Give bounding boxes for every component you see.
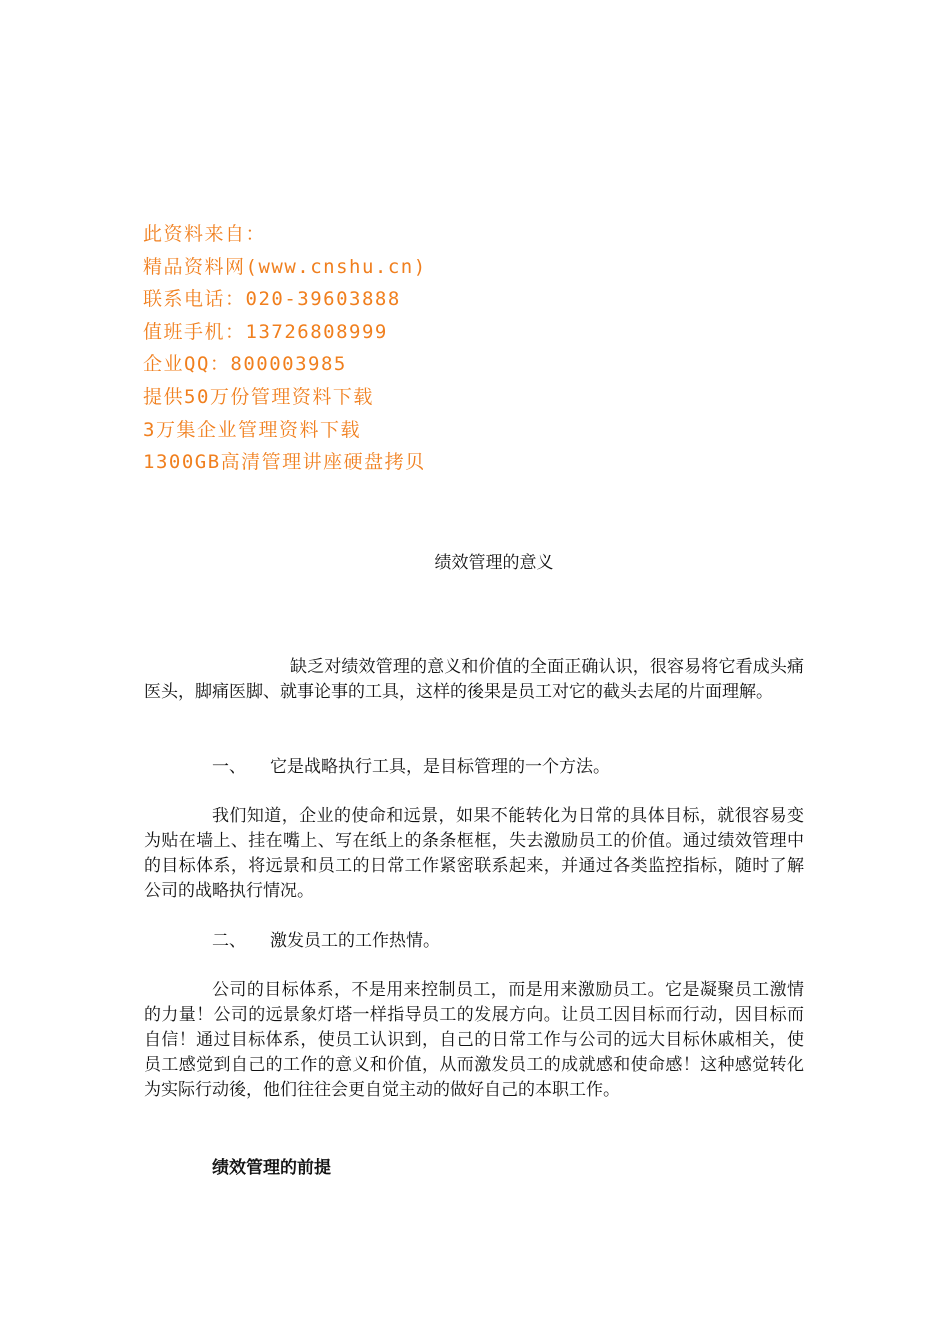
promo-line-qq: 企业QQ：800003985	[143, 353, 347, 376]
section-2-heading	[212, 929, 812, 954]
subheading: 绩效管理的前提	[212, 1158, 331, 1178]
promo-line-phone: 联系电话：020-39603888	[143, 288, 401, 311]
section-1-heading-text: 它是战略执行工具，是目标管理的一个方法。	[270, 757, 610, 777]
section-1-heading	[212, 755, 812, 780]
section-2-heading-text: 激发员工的工作热情。	[270, 931, 440, 951]
promo-line-source: 此资料来自：	[143, 223, 267, 245]
section-1-paragraph: 我们知道，企业的使命和远景，如果不能转化为日常的具体目标，就很容易变为贴在墙上、挂在嘴上、写在纸上的条条框框，失去激励员工的价值。通过绩效管理中的目标体系，将远景和员工的日常工作紧密联系起来，并通过各类监控指标，随时了解公司的战略执行情况。	[144, 806, 804, 901]
promo-line-offer-2: 3万集企业管理资料下载	[143, 418, 361, 441]
intro-paragraph: 缺乏对绩效管理的意义和价值的全面正确认识，很容易将它看成头痛医头，脚痛医脚、就事论事的工具，这样的後果是员工对它的截头去尾的片面理解。	[144, 657, 804, 702]
promo-line-offer-3: 1300GB高清管理讲座硬盘拷贝	[143, 451, 426, 474]
promo-block	[143, 218, 703, 479]
promo-line-offer-1: 提供50万份管理资料下载	[143, 385, 374, 408]
promo-line-mobile: 值班手机：13726808999	[143, 320, 388, 343]
document-title: 绩效管理的意义	[434, 553, 554, 573]
promo-line-website: 精品资料网(www.cnshu.cn)	[143, 255, 427, 278]
section-2-number: 二、	[212, 931, 246, 951]
section-1-number: 一、	[212, 757, 246, 777]
section-2-paragraph: 公司的目标体系，不是用来控制员工，而是用来激励员工。它是凝聚员工激情的力量！公司的远景象灯塔一样指导员工的发展方向。让员工因目标而行动，因目标而自信！通过目标体系，使员工认识到，自己的日常工作与公司的远大目标休戚相关，使员工感觉到自己的工作的意义和价值，从而激发员工的成就感和使命感！这种感觉转化为实际行动後，他们往往会更自觉主动的做好自己的本职工作。	[144, 980, 804, 1100]
